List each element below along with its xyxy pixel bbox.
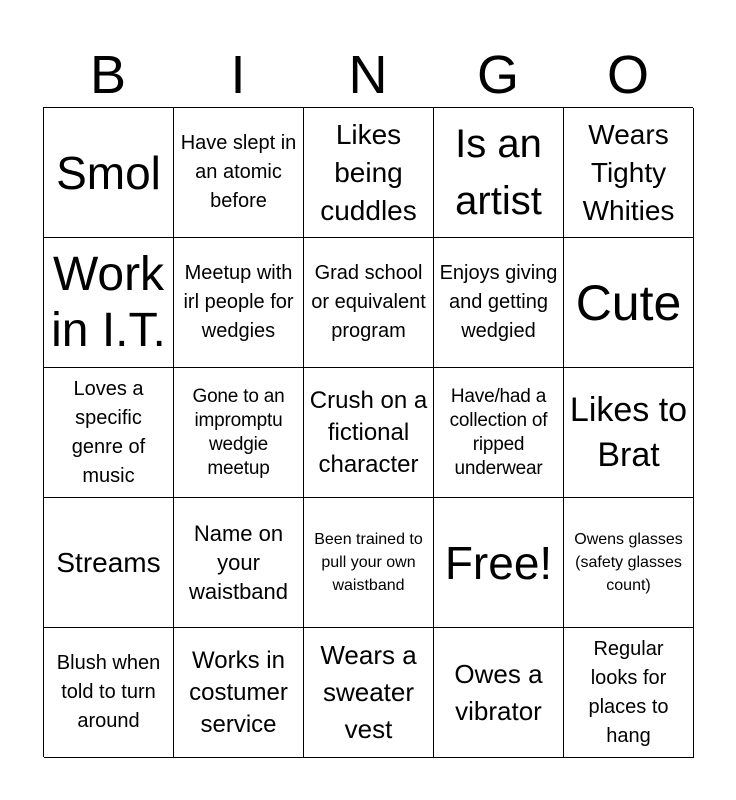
- bingo-cell-text: Smol: [56, 146, 161, 199]
- bingo-cell-r2-c1[interactable]: [44, 238, 174, 368]
- bingo-cell-text: Blush when told to turn around: [56, 652, 161, 732]
- bingo-cell-text: Regular looks for places to hang: [588, 637, 669, 747]
- bingo-cell-r1-c3[interactable]: [304, 108, 434, 238]
- bingo-cell-text: Cute: [575, 274, 682, 331]
- bingo-cell-r4-c3[interactable]: [304, 498, 434, 628]
- bingo-cell-text: Meetup with irl people for wedgies: [183, 262, 294, 342]
- bingo-cell-r2-c5[interactable]: [564, 238, 694, 368]
- header-letter-o: O: [606, 45, 649, 105]
- bingo-cell-r3-c4[interactable]: [434, 368, 564, 498]
- bingo-cell-r5-c2[interactable]: [174, 628, 304, 758]
- bingo-cell-text: Streams: [56, 546, 161, 578]
- bingo-cell-text: Free!: [444, 536, 553, 589]
- bingo-cell-text: Enjoys giving and getting wedgied: [439, 262, 558, 342]
- bingo-cell-r5-c1[interactable]: [44, 628, 174, 758]
- bingo-cell-r1-c4[interactable]: [434, 108, 564, 238]
- bingo-cell-text: Work in I.T.: [51, 247, 166, 357]
- bingo-cell-text: Likes being cuddles: [320, 118, 417, 226]
- header-letter-b: B: [89, 45, 127, 105]
- bingo-cell-r3-c3[interactable]: [304, 368, 434, 498]
- bingo-cell-r4-c4[interactable]: [434, 498, 564, 628]
- bingo-cell-r3-c5[interactable]: [564, 368, 694, 498]
- bingo-cell-text: Crush on a fictional character: [309, 386, 428, 478]
- bingo-cell-r2-c4[interactable]: [434, 238, 564, 368]
- bingo-cell-text: Name on your waistband: [188, 521, 289, 604]
- bingo-cell-r1-c1[interactable]: [44, 108, 174, 238]
- bingo-cell-r5-c4[interactable]: [434, 628, 564, 758]
- bingo-cell-r5-c3[interactable]: [304, 628, 434, 758]
- bingo-cell-text: Grad school or equivalent program: [311, 262, 426, 342]
- bingo-cell-text: Owes a vibrator: [454, 658, 543, 726]
- header-letter-g: G: [476, 45, 519, 105]
- bingo-board: [43, 107, 693, 757]
- bingo-cell-r2-c3[interactable]: [304, 238, 434, 368]
- bingo-cell-text: Wears a sweater vest: [320, 640, 417, 744]
- bingo-cell-text: Works in costumer service: [189, 646, 288, 738]
- bingo-cell-r4-c1[interactable]: [44, 498, 174, 628]
- bingo-cell-text: Is an artist: [455, 121, 542, 223]
- bingo-cell-r3-c1[interactable]: [44, 368, 174, 498]
- bingo-cell-r4-c5[interactable]: [564, 498, 694, 628]
- bingo-header: [43, 44, 693, 106]
- bingo-cell-r2-c2[interactable]: [174, 238, 304, 368]
- bingo-cell-r5-c5[interactable]: [564, 628, 694, 758]
- bingo-cell-text: Wears Tighty Whities: [582, 118, 675, 226]
- bingo-cell-text: Owens glasses (safety glasses count): [574, 531, 683, 594]
- header-letter-i: I: [230, 45, 246, 105]
- bingo-cell-text: Gone to an impromptu wedgie meetup: [192, 385, 285, 479]
- bingo-cell-text: Loves a specific genre of music: [71, 377, 146, 487]
- bingo-cell-text: Have slept in an atomic before: [180, 132, 297, 212]
- bingo-cell-text: Have/had a collection of ripped underwear: [449, 385, 548, 479]
- header-letter-n: N: [348, 45, 388, 105]
- bingo-cell-r1-c5[interactable]: [564, 108, 694, 238]
- bingo-cell-text: Likes to Brat: [569, 390, 688, 474]
- bingo-cell-text: Been trained to pull your own waistband: [314, 531, 423, 594]
- bingo-cell-r3-c2[interactable]: [174, 368, 304, 498]
- bingo-cell-r4-c2[interactable]: [174, 498, 304, 628]
- bingo-cell-r1-c2[interactable]: [174, 108, 304, 238]
